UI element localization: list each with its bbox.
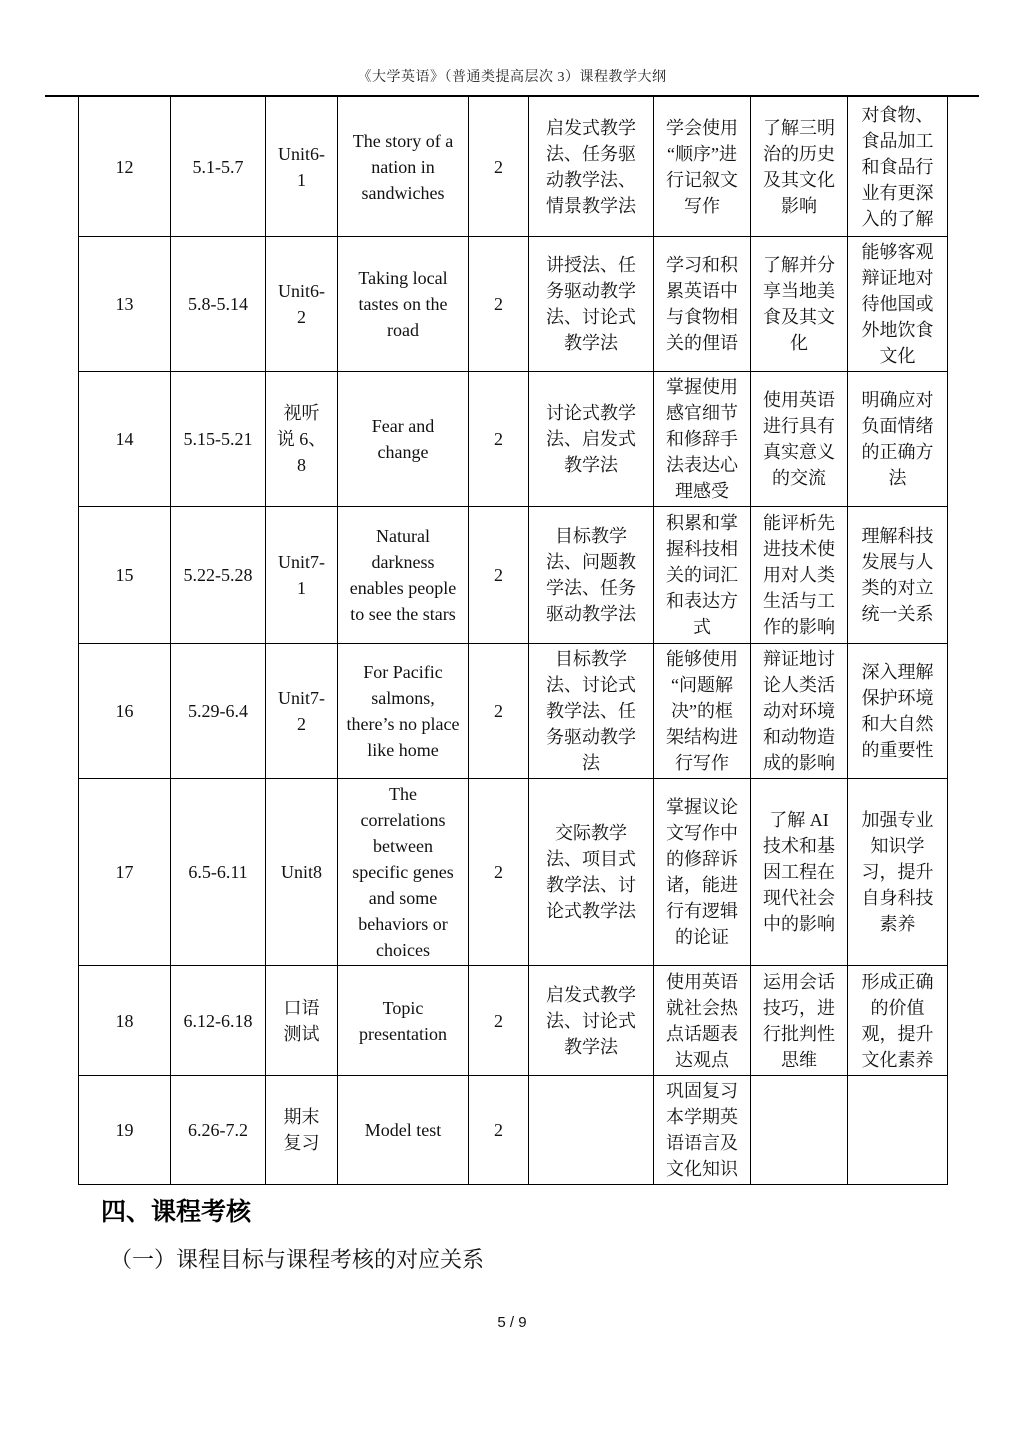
table-cell: 6.12-6.18	[171, 966, 266, 1076]
table-cell: 掌握使用感官细节和修辞手法表达心理感受	[654, 372, 751, 507]
table-row	[79, 507, 948, 644]
table-cell: 了解并分享当地美食及其文化	[751, 237, 848, 372]
table-cell: 2	[469, 372, 529, 507]
table-cell: 学习和积累英语中与食物相关的俚语	[654, 237, 751, 372]
table-cell: 巩固复习本学期英语语言及文化知识	[654, 1076, 751, 1185]
table-cell: The story of a nation in sandwiches	[338, 97, 469, 237]
table-row	[79, 966, 948, 1076]
table-cell: 交际教学法、项目式教学法、讨论式教学法	[529, 779, 654, 966]
table-cell: 能够客观辩证地对待他国或外地饮食文化	[848, 237, 948, 372]
table-cell	[751, 1076, 848, 1185]
page-number: 5 / 9	[497, 1314, 527, 1331]
table-cell: 目标教学法、问题教学法、任务驱动教学法	[529, 507, 654, 644]
table-cell: 口语测试	[266, 966, 338, 1076]
table-cell: 了解 AI 技术和基因工程在现代社会中的影响	[751, 779, 848, 966]
table-cell: 5.29-6.4	[171, 644, 266, 779]
table-cell: Unit6-2	[266, 237, 338, 372]
table-cell: 形成正确的价值观，提升文化素养	[848, 966, 948, 1076]
table-cell: 14	[79, 372, 171, 507]
table-cell: 启发式教学法、讨论式教学法	[529, 966, 654, 1076]
table-cell: 掌握议论文写作中的修辞诉诸，能进行有逻辑的论证	[654, 779, 751, 966]
table-cell: Fear and change	[338, 372, 469, 507]
table-cell: 13	[79, 237, 171, 372]
table-cell: 能够使用“问题解决”的框架结构进行写作	[654, 644, 751, 779]
table-row	[79, 1076, 948, 1185]
table-cell: 深入理解保护环境和大自然的重要性	[848, 644, 948, 779]
table-cell: 2	[469, 237, 529, 372]
table-cell: 期末复习	[266, 1076, 338, 1185]
table-cell: 理解科技发展与人类的对立统一关系	[848, 507, 948, 644]
table-cell: 运用会话技巧，进行批判性思维	[751, 966, 848, 1076]
course-schedule-table	[78, 96, 948, 1185]
table-cell: 讲授法、任务驱动教学法、讨论式教学法	[529, 237, 654, 372]
table-cell: 2	[469, 644, 529, 779]
table-cell: 16	[79, 644, 171, 779]
table-cell: 能评析先进技术使用对人类生活与工作的影响	[751, 507, 848, 644]
table-cell	[529, 1076, 654, 1185]
table-cell: For Pacific salmons, there’s no place like home	[338, 644, 469, 779]
table-cell: 使用英语进行具有真实意义的交流	[751, 372, 848, 507]
table-cell: 了解三明治的历史及其文化影响	[751, 97, 848, 237]
table-cell: Natural darkness enables people to see the stars	[338, 507, 469, 644]
table-cell: 目标教学法、讨论式教学法、任务驱动教学法	[529, 644, 654, 779]
section-subheading: （一）课程目标与课程考核的对应关系	[110, 1247, 485, 1272]
table-cell: 5.22-5.28	[171, 507, 266, 644]
table-cell: 5.15-5.21	[171, 372, 266, 507]
table-cell: 积累和掌握科技相关的词汇和表达方式	[654, 507, 751, 644]
table-cell: Unit7-2	[266, 644, 338, 779]
table-cell: 讨论式教学法、启发式教学法	[529, 372, 654, 507]
table-cell: 2	[469, 507, 529, 644]
page-header-title: 《大学英语》（普通类提高层次 3）课程教学大纲	[357, 70, 667, 85]
schedule-table-body	[79, 97, 948, 1185]
table-cell: 2	[469, 966, 529, 1076]
table-cell: 5.8-5.14	[171, 237, 266, 372]
table-row	[79, 372, 948, 507]
table-cell: 学会使用“顺序”进行记叙文写作	[654, 97, 751, 237]
table-cell: 明确应对负面情绪的正确方法	[848, 372, 948, 507]
table-cell: 18	[79, 966, 171, 1076]
table-cell: Topic presentation	[338, 966, 469, 1076]
table-cell: 使用英语就社会热点话题表达观点	[654, 966, 751, 1076]
table-cell: Unit7-1	[266, 507, 338, 644]
table-cell: Model test	[338, 1076, 469, 1185]
table-cell: 加强专业知识学习，提升自身科技素养	[848, 779, 948, 966]
table-row	[79, 237, 948, 372]
table-cell	[848, 1076, 948, 1185]
table-cell: 2	[469, 97, 529, 237]
table-cell: 6.5-6.11	[171, 779, 266, 966]
table-cell: Taking local tastes on the road	[338, 237, 469, 372]
table-cell: 2	[469, 1076, 529, 1185]
table-cell: 19	[79, 1076, 171, 1185]
table-cell: Unit6-1	[266, 97, 338, 237]
table-cell: 15	[79, 507, 171, 644]
table-cell: 对食物、食品加工和食品行业有更深入的了解	[848, 97, 948, 237]
table-cell: The correlations between specific genes and some behaviors or choices	[338, 779, 469, 966]
table-cell: 视听说 6、8	[266, 372, 338, 507]
table-cell: 辩证地讨论人类活动对环境和动物造成的影响	[751, 644, 848, 779]
table-row	[79, 97, 948, 237]
table-cell: 12	[79, 97, 171, 237]
table-row	[79, 644, 948, 779]
table-cell: Unit8	[266, 779, 338, 966]
table-cell: 6.26-7.2	[171, 1076, 266, 1185]
table-cell: 17	[79, 779, 171, 966]
table-cell: 启发式教学法、任务驱动教学法、情景教学法	[529, 97, 654, 237]
section-heading: 四、课程考核	[101, 1198, 252, 1226]
table-cell: 2	[469, 779, 529, 966]
table-row	[79, 779, 948, 966]
table-cell: 5.1-5.7	[171, 97, 266, 237]
